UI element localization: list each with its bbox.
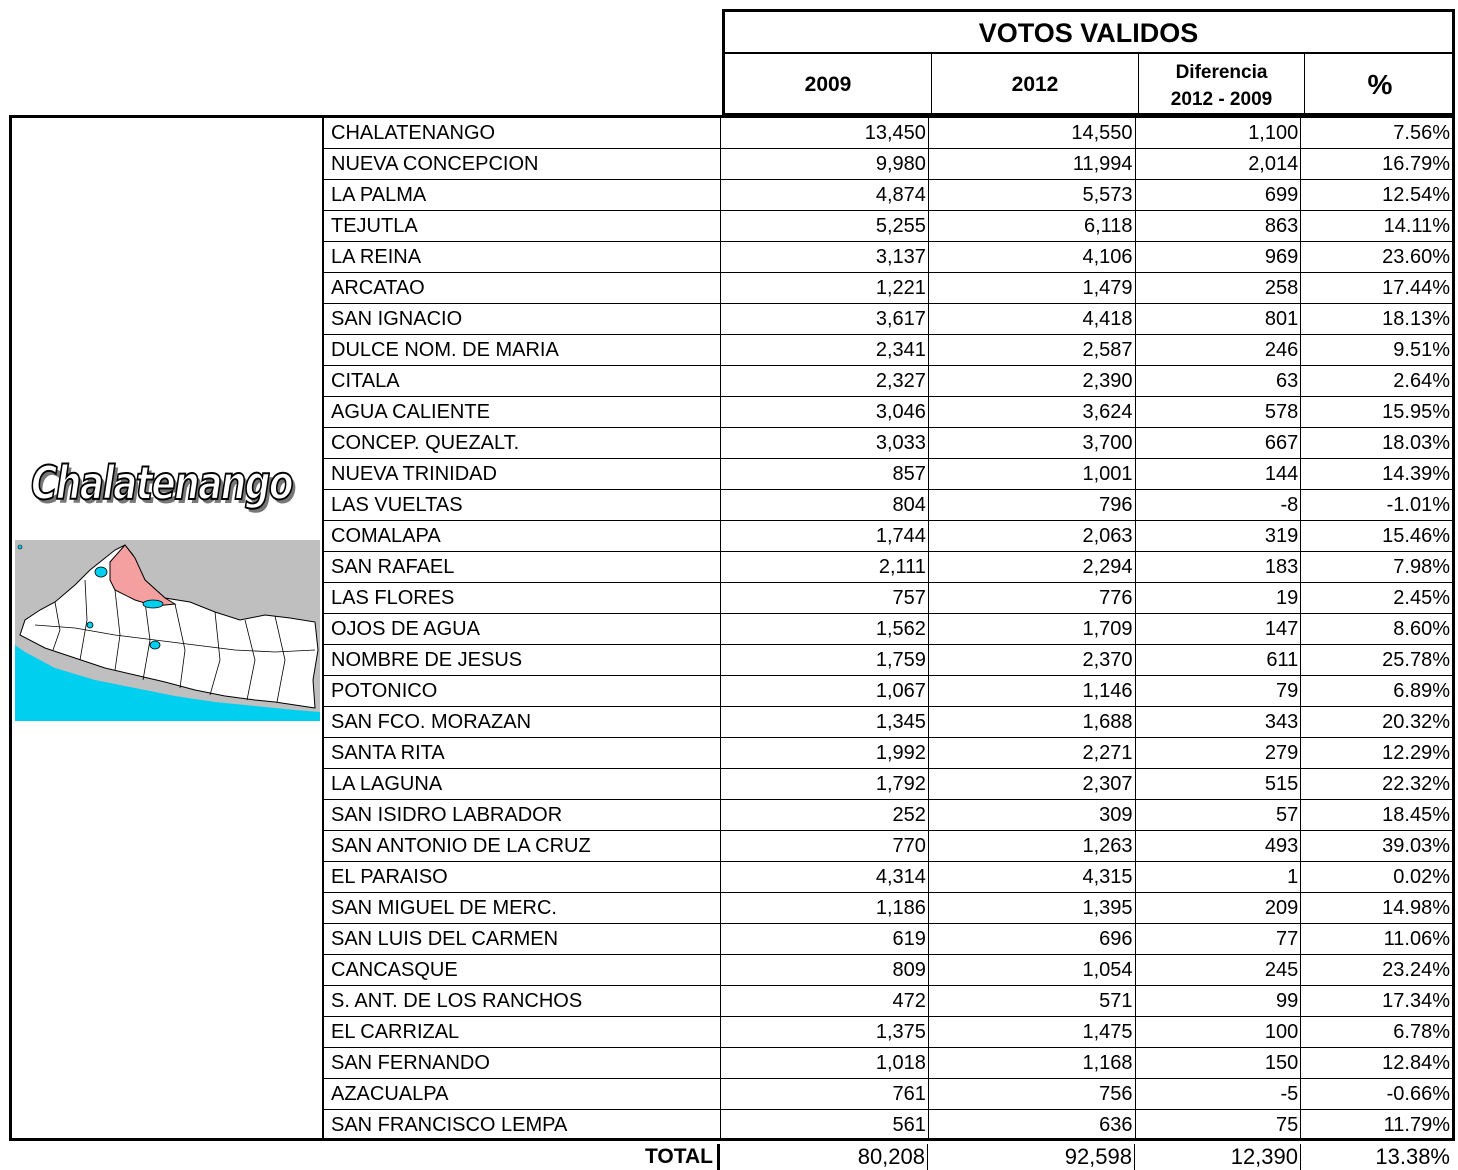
- municipality-name: AZACUALPA: [324, 1079, 721, 1109]
- votes-percent: 18.03%: [1382, 432, 1450, 454]
- votes-2012: 2,307: [929, 769, 1136, 799]
- table-row: [324, 335, 1452, 366]
- votes-2012: 309: [929, 800, 1136, 830]
- votes-2009: 1,345: [721, 707, 929, 737]
- municipality-name: LAS VUELTAS: [324, 490, 721, 520]
- votes-2009: 561: [721, 1110, 929, 1141]
- votes-2009: 1,375: [721, 1017, 929, 1047]
- votes-percent: -0.66%: [1386, 1083, 1450, 1105]
- table-row: [324, 490, 1452, 521]
- votes-percent: 18.45%: [1382, 804, 1450, 826]
- votes-2012: 4,418: [929, 304, 1136, 334]
- municipality-name: SAN IGNACIO: [324, 304, 721, 334]
- votes-diferencia: 801: [1136, 304, 1302, 334]
- table-row: [324, 366, 1452, 397]
- votes-2012: 6,118: [929, 211, 1136, 241]
- votes-percent: 6.78%: [1393, 1021, 1450, 1043]
- votes-diferencia: 279: [1136, 738, 1302, 768]
- votes-2012: 1,146: [929, 676, 1136, 706]
- table-row: [324, 955, 1452, 986]
- votes-2012: 3,700: [929, 428, 1136, 458]
- votes-2012: 2,063: [929, 521, 1136, 551]
- header-col-2009: 2009: [725, 54, 932, 116]
- municipality-name: SAN FERNANDO: [324, 1048, 721, 1078]
- table-row: [324, 769, 1452, 800]
- votes-percent: 17.44%: [1382, 277, 1450, 299]
- table-row: [324, 583, 1452, 614]
- votes-2009: 2,341: [721, 335, 929, 365]
- votes-diferencia: 863: [1136, 211, 1302, 241]
- votes-2012: 1,709: [929, 614, 1136, 644]
- votes-2009: 1,562: [721, 614, 929, 644]
- votes-2012: 776: [929, 583, 1136, 613]
- votes-2012: 636: [929, 1110, 1136, 1141]
- municipality-name: OJOS DE AGUA: [324, 614, 721, 644]
- votes-diferencia: 19: [1136, 583, 1302, 613]
- header-diff-line1: Diferencia: [1175, 62, 1268, 83]
- votes-2012: 1,054: [929, 955, 1136, 985]
- votes-2012: 4,106: [929, 242, 1136, 272]
- votes-2009: 1,067: [721, 676, 929, 706]
- votes-percent: 25.78%: [1382, 649, 1450, 671]
- votes-diferencia: 1: [1136, 862, 1302, 892]
- votes-percent: 23.60%: [1382, 246, 1450, 268]
- votes-diferencia: 699: [1136, 180, 1302, 210]
- municipality-name: NUEVA CONCEPCION: [324, 149, 721, 179]
- municipality-name: LA LAGUNA: [324, 769, 721, 799]
- municipality-name: NUEVA TRINIDAD: [324, 459, 721, 489]
- map-island: [18, 545, 22, 549]
- votes-diferencia: 319: [1136, 521, 1302, 551]
- votes-diferencia: 147: [1136, 614, 1302, 644]
- votes-percent: 7.98%: [1393, 556, 1450, 578]
- municipality-name: CANCASQUE: [324, 955, 721, 985]
- votes-percent: 39.03%: [1382, 835, 1450, 857]
- votes-diferencia: 57: [1136, 800, 1302, 830]
- votes-2012: 5,573: [929, 180, 1136, 210]
- municipality-name: SAN FRANCISCO LEMPA: [324, 1110, 721, 1141]
- table-row: [324, 304, 1452, 335]
- municipality-name: AGUA CALIENTE: [324, 397, 721, 427]
- header-col-2012: 2012: [932, 54, 1139, 116]
- votes-2009: 1,221: [721, 273, 929, 303]
- table-row: [324, 614, 1452, 645]
- votes-percent: 8.60%: [1393, 618, 1450, 640]
- municipality-name: LA PALMA: [324, 180, 721, 210]
- votes-2009: 4,874: [721, 180, 929, 210]
- votes-2012: 756: [929, 1079, 1136, 1109]
- votes-diferencia: 515: [1136, 769, 1302, 799]
- votes-2012: 2,271: [929, 738, 1136, 768]
- votes-2009: 3,033: [721, 428, 929, 458]
- municipality-name: COMALAPA: [324, 521, 721, 551]
- municipality-name: EL CARRIZAL: [324, 1017, 721, 1047]
- votes-diferencia: -8: [1136, 490, 1302, 520]
- votes-percent: 9.51%: [1393, 339, 1450, 361]
- votes-diferencia: 258: [1136, 273, 1302, 303]
- table-row: [324, 1079, 1452, 1110]
- table-row: [324, 397, 1452, 428]
- table-row: [324, 1048, 1452, 1079]
- votes-2012: 1,395: [929, 893, 1136, 923]
- votes-2012: 2,390: [929, 366, 1136, 396]
- votes-diferencia: 77: [1136, 924, 1302, 954]
- municipality-name: CONCEP. QUEZALT.: [324, 428, 721, 458]
- votes-2009: 770: [721, 831, 929, 861]
- votes-percent: 17.34%: [1382, 990, 1450, 1012]
- municipality-name: SAN ISIDRO LABRADOR: [324, 800, 721, 830]
- votes-2012: 2,370: [929, 645, 1136, 675]
- table-row: [324, 862, 1452, 893]
- votes-2009: 809: [721, 955, 929, 985]
- votes-diferencia: 144: [1136, 459, 1302, 489]
- votes-percent: 11.79%: [1383, 1114, 1450, 1136]
- votes-2012: 796: [929, 490, 1136, 520]
- municipality-name: ARCATAO: [324, 273, 721, 303]
- votes-2009: 3,137: [721, 242, 929, 272]
- header-col-percent: %: [1367, 69, 1393, 100]
- votes-diferencia: 209: [1136, 893, 1302, 923]
- table-row: [324, 1017, 1452, 1048]
- total-2012: 92,598: [928, 1144, 1135, 1170]
- votes-2009: 3,617: [721, 304, 929, 334]
- municipality-name: SAN ANTONIO DE LA CRUZ: [324, 831, 721, 861]
- table-row: [324, 521, 1452, 552]
- votes-2009: 3,046: [721, 397, 929, 427]
- votes-percent: 2.45%: [1393, 587, 1450, 609]
- municipality-name: CHALATENANGO: [324, 118, 721, 148]
- total-diferencia: 12,390: [1135, 1144, 1301, 1170]
- municipality-name: DULCE NOM. DE MARIA: [324, 335, 721, 365]
- votes-2012: 3,624: [929, 397, 1136, 427]
- municipality-name: SAN RAFAEL: [324, 552, 721, 582]
- votes-2012: 1,688: [929, 707, 1136, 737]
- department-title: Chalatenango: [31, 456, 293, 510]
- header-diff-line2: 2012 - 2009: [1170, 89, 1273, 110]
- votes-2012: 1,168: [929, 1048, 1136, 1078]
- votes-2009: 2,327: [721, 366, 929, 396]
- municipality-name: CITALA: [324, 366, 721, 396]
- municipality-name: SAN MIGUEL DE MERC.: [324, 893, 721, 923]
- table-row: [324, 645, 1452, 676]
- votes-percent: 6.89%: [1393, 680, 1450, 702]
- votes-2012: 696: [929, 924, 1136, 954]
- votes-diferencia: 343: [1136, 707, 1302, 737]
- table-row: [324, 800, 1452, 831]
- table-row: [324, 676, 1452, 707]
- votes-2009: 761: [721, 1079, 929, 1109]
- el-salvador-map: [15, 540, 320, 721]
- votes-diferencia: 969: [1136, 242, 1302, 272]
- votes-2012: 1,263: [929, 831, 1136, 861]
- votes-percent: 20.32%: [1382, 711, 1450, 733]
- votes-diferencia: 2,014: [1136, 149, 1302, 179]
- votes-2009: 5,255: [721, 211, 929, 241]
- table-row: [324, 428, 1452, 459]
- table-row: [324, 893, 1452, 924]
- votes-diferencia: 183: [1136, 552, 1302, 582]
- votes-diferencia: 75: [1136, 1110, 1302, 1141]
- votes-diferencia: 493: [1136, 831, 1302, 861]
- votes-2009: 1,792: [721, 769, 929, 799]
- votes-2009: 1,759: [721, 645, 929, 675]
- votes-2012: 14,550: [929, 118, 1136, 148]
- table-row: [324, 707, 1452, 738]
- votes-2009: 1,992: [721, 738, 929, 768]
- municipality-name: LAS FLORES: [324, 583, 721, 613]
- table-row: [324, 1110, 1452, 1141]
- votes-diferencia: -5: [1136, 1079, 1302, 1109]
- votes-2009: 619: [721, 924, 929, 954]
- municipality-name: NOMBRE DE JESUS: [324, 645, 721, 675]
- votes-2012: 1,001: [929, 459, 1136, 489]
- votes-percent: 22.32%: [1382, 773, 1450, 795]
- votes-2009: 1,744: [721, 521, 929, 551]
- votes-percent: 14.39%: [1382, 463, 1450, 485]
- results-table: [322, 115, 1455, 1141]
- votes-2012: 2,587: [929, 335, 1136, 365]
- votes-2009: 2,111: [721, 552, 929, 582]
- total-row: [322, 1144, 1455, 1170]
- municipality-name: EL PARAISO: [324, 862, 721, 892]
- table-row: [324, 552, 1452, 583]
- table-row: [324, 831, 1452, 862]
- municipality-name: SAN LUIS DEL CARMEN: [324, 924, 721, 954]
- votes-percent: -1.01%: [1386, 494, 1450, 516]
- votes-percent: 18.13%: [1382, 308, 1450, 330]
- votes-diferencia: 100: [1136, 1017, 1302, 1047]
- municipality-name: TEJUTLA: [324, 211, 721, 241]
- table-row: [324, 211, 1452, 242]
- table-row: [324, 986, 1452, 1017]
- votes-2012: 1,475: [929, 1017, 1136, 1047]
- votes-percent: 15.46%: [1382, 525, 1450, 547]
- votes-diferencia: 79: [1136, 676, 1302, 706]
- votes-2009: 804: [721, 490, 929, 520]
- municipality-name: POTONICO: [324, 676, 721, 706]
- votes-2012: 4,315: [929, 862, 1136, 892]
- table-row: [324, 459, 1452, 490]
- table-row: [324, 118, 1452, 149]
- votes-2009: 472: [721, 986, 929, 1016]
- table-row: [324, 180, 1452, 211]
- total-percent: 13.38%: [1375, 1144, 1450, 1169]
- votes-diferencia: 63: [1136, 366, 1302, 396]
- votes-percent: 7.56%: [1393, 122, 1450, 144]
- table-row: [324, 924, 1452, 955]
- votes-percent: 23.24%: [1382, 959, 1450, 981]
- votes-2012: 571: [929, 986, 1136, 1016]
- votes-percent: 14.11%: [1383, 215, 1450, 237]
- municipality-name: S. ANT. DE LOS RANCHOS: [324, 986, 721, 1016]
- votes-diferencia: 1,100: [1136, 118, 1302, 148]
- total-2009: 80,208: [720, 1144, 928, 1170]
- votes-diferencia: 99: [1136, 986, 1302, 1016]
- votes-2009: 857: [721, 459, 929, 489]
- votes-percent: 14.98%: [1382, 897, 1450, 919]
- table-header: [722, 9, 1455, 115]
- votes-2009: 252: [721, 800, 929, 830]
- votes-percent: 12.54%: [1382, 184, 1450, 206]
- votes-2012: 11,994: [929, 149, 1136, 179]
- municipality-name: SANTA RITA: [324, 738, 721, 768]
- votes-percent: 16.79%: [1382, 153, 1450, 175]
- votes-diferencia: 578: [1136, 397, 1302, 427]
- votes-2012: 2,294: [929, 552, 1136, 582]
- votes-2009: 1,186: [721, 893, 929, 923]
- votes-percent: 15.95%: [1382, 401, 1450, 423]
- votes-diferencia: 150: [1136, 1048, 1302, 1078]
- header-title: VOTOS VALIDOS: [725, 12, 1452, 54]
- votes-diferencia: 246: [1136, 335, 1302, 365]
- table-row: [324, 242, 1452, 273]
- votes-2009: 4,314: [721, 862, 929, 892]
- header-col-diferencia: [1139, 54, 1305, 116]
- votes-percent: 11.06%: [1383, 928, 1450, 950]
- municipality-name: LA REINA: [324, 242, 721, 272]
- table-row: [324, 273, 1452, 304]
- votes-diferencia: 245: [1136, 955, 1302, 985]
- municipality-name: SAN FCO. MORAZAN: [324, 707, 721, 737]
- votes-2009: 9,980: [721, 149, 929, 179]
- votes-diferencia: 611: [1136, 645, 1302, 675]
- votes-diferencia: 667: [1136, 428, 1302, 458]
- votes-2012: 1,479: [929, 273, 1136, 303]
- votes-percent: 12.84%: [1382, 1052, 1450, 1074]
- table-row: [324, 738, 1452, 769]
- votes-2009: 757: [721, 583, 929, 613]
- votes-2009: 13,450: [721, 118, 929, 148]
- table-row: [324, 149, 1452, 180]
- total-label: TOTAL: [322, 1144, 720, 1170]
- votes-percent: 12.29%: [1382, 742, 1450, 764]
- votes-percent: 2.64%: [1393, 370, 1450, 392]
- votes-2009: 1,018: [721, 1048, 929, 1078]
- votes-percent: 0.02%: [1393, 866, 1450, 888]
